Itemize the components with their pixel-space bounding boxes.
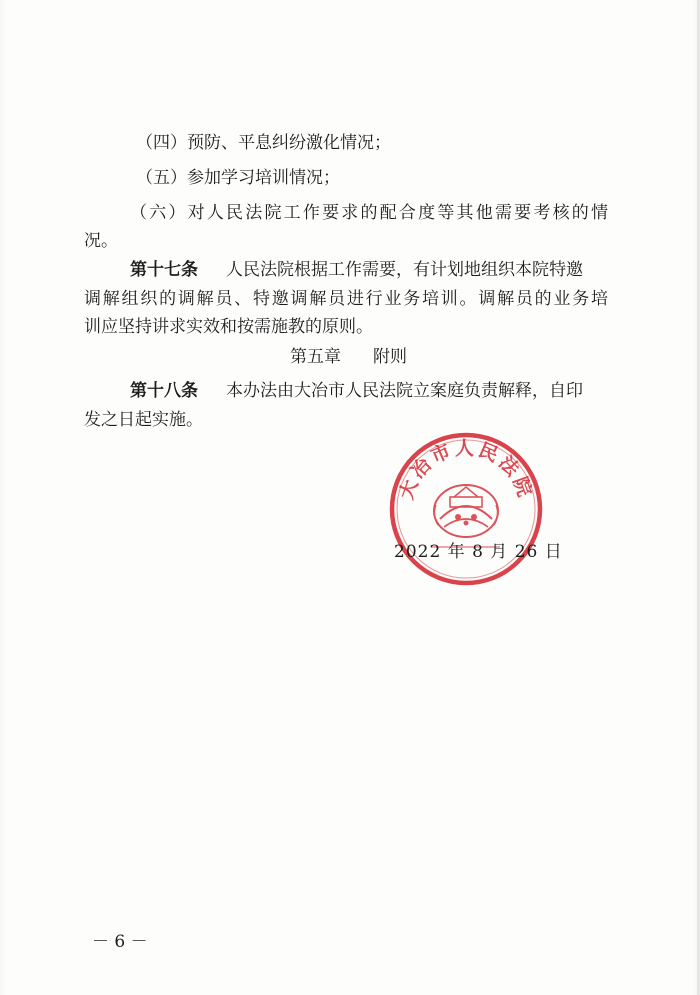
article-17-title: 第十七条 xyxy=(130,260,198,280)
court-seal-stamp xyxy=(388,431,544,587)
seal-emblem xyxy=(434,485,498,537)
svg-text:大冶市人民法院 xyxy=(395,437,538,502)
article-17-line-1 xyxy=(130,260,608,280)
item-6-line-2: 况。 xyxy=(84,231,118,251)
item-5: （五）参加学习培训情况； xyxy=(136,168,340,188)
item-6-line-1: （六）对人民法院工作要求的配合度等其他需要考核的情 xyxy=(130,203,608,223)
chapter-5-number: 第五章 xyxy=(290,347,341,367)
article-17-line-1-text: 人民法院根据工作需要，有计划地组织本院特邀 xyxy=(226,260,583,280)
chapter-5-heading xyxy=(290,347,407,367)
article-18-line-1 xyxy=(130,381,608,401)
article-17-line-2: 调解组织的调解员、特邀调解员进行业务培训。调解员的业务培 xyxy=(84,289,608,309)
page-number: － 6 － xyxy=(92,932,148,952)
article-18-line-1-text: 本办法由大冶市人民法院立案庭负责解释，自印 xyxy=(226,381,583,401)
signing-date: 2022 年 8 月 26 日 xyxy=(394,542,563,562)
article-18-title: 第十八条 xyxy=(130,381,198,401)
article-17-line-3: 训应坚持讲求实效和按需施教的原则。 xyxy=(84,317,373,337)
chapter-5-title: 附则 xyxy=(373,347,407,367)
article-18-line-2: 发之日起实施。 xyxy=(84,410,203,430)
item-4: （四）预防、平息纠纷激化情况； xyxy=(136,133,391,153)
seal-text: 大冶市人民法院 xyxy=(395,437,537,503)
